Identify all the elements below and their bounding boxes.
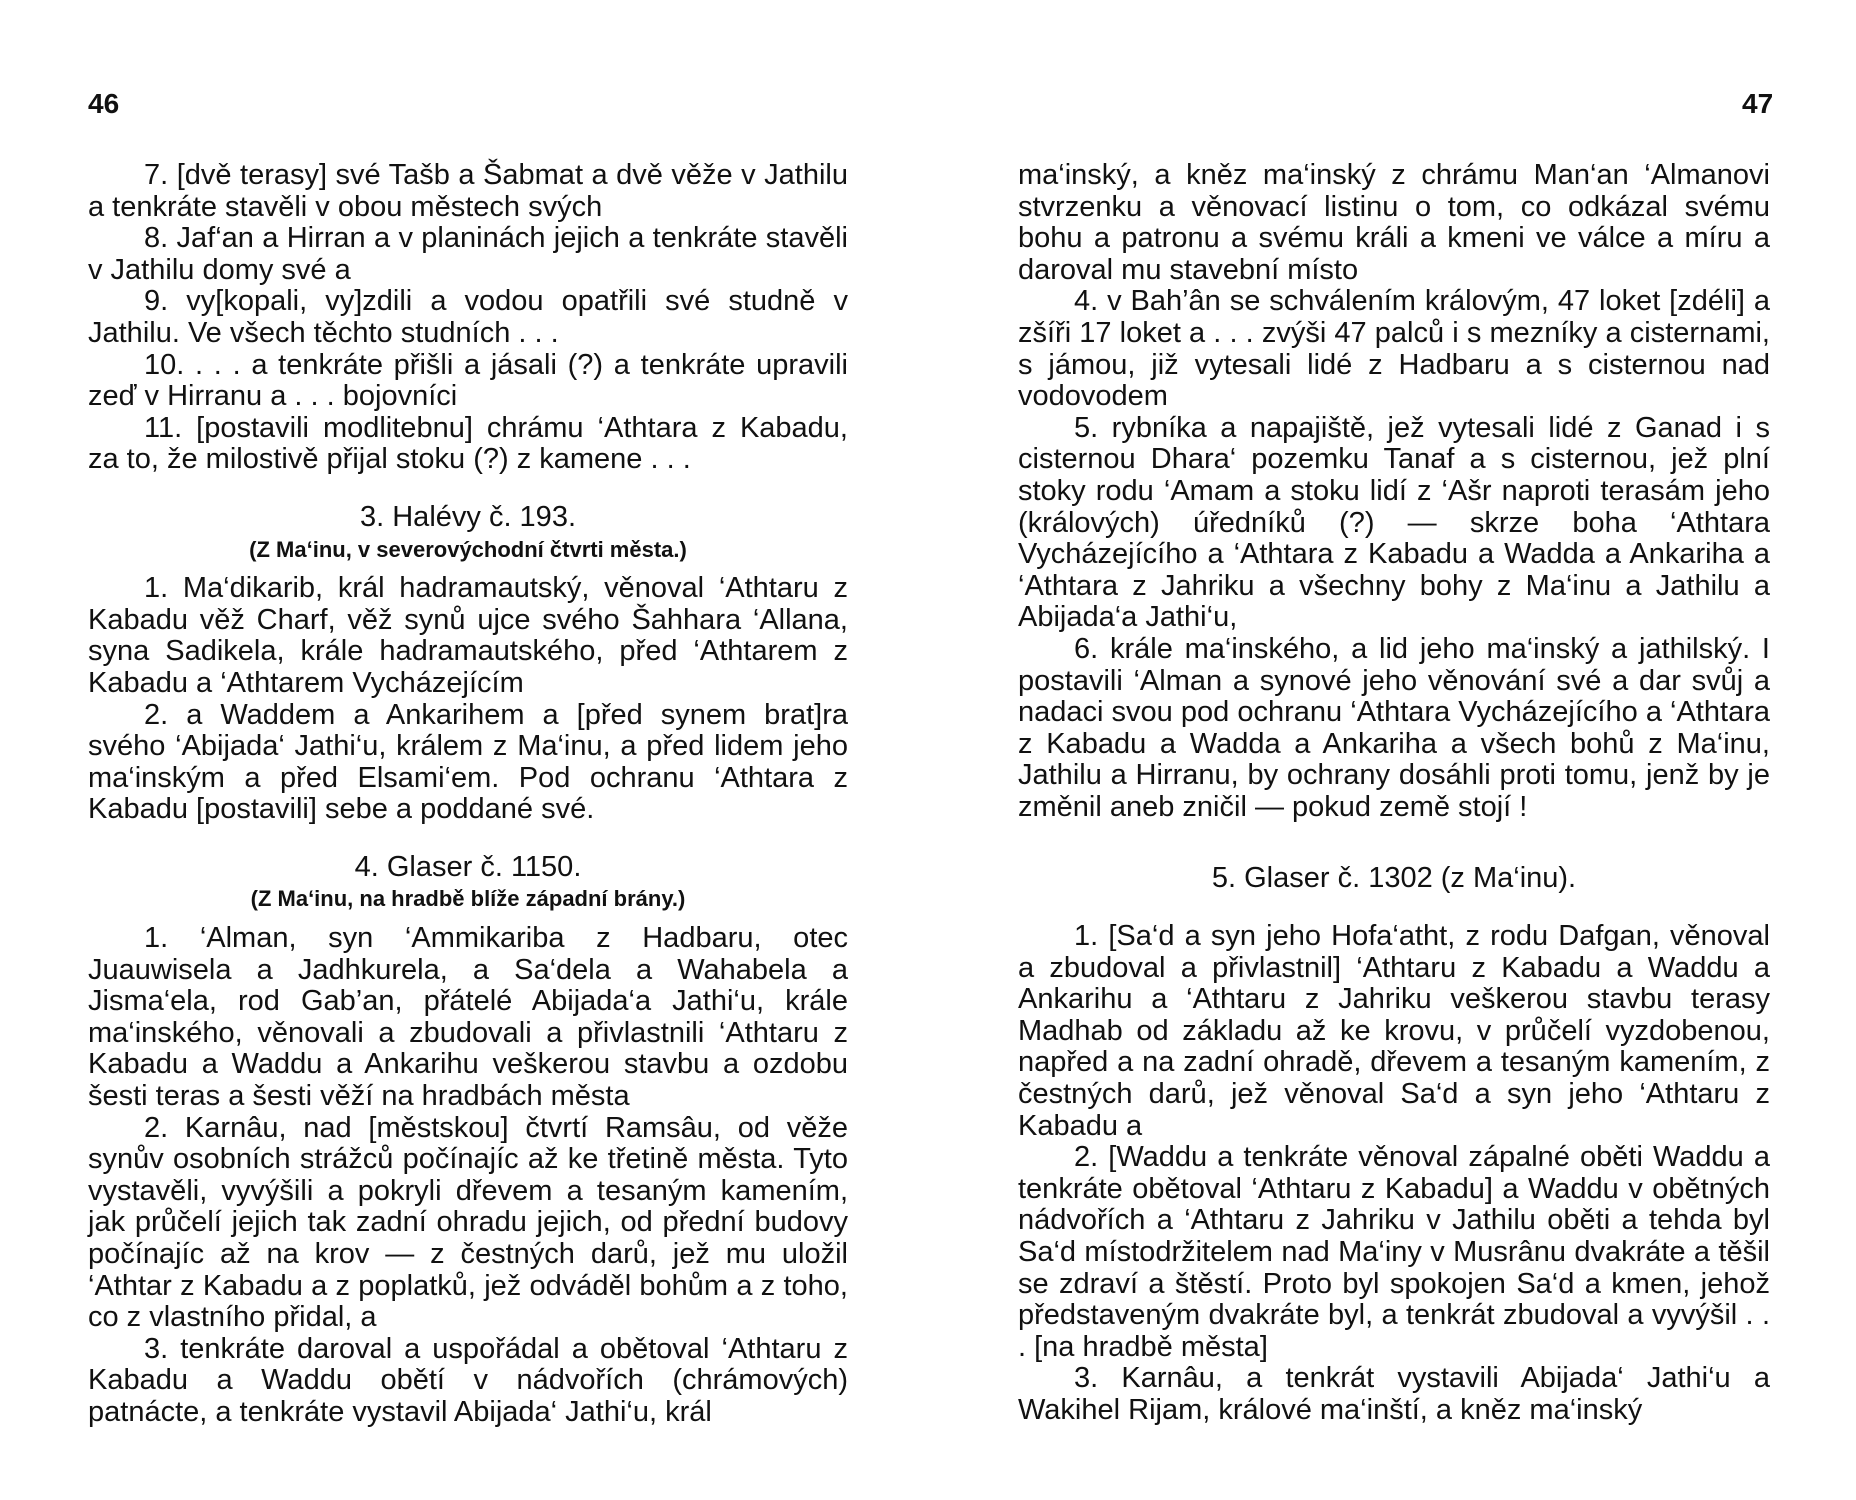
page-number-left: 46 (88, 88, 120, 119)
section-3-subheading: (Z Ma‘inu, v severovýchodní čtvrti města.) (249, 536, 687, 562)
section-5-heading: 5. Glaser č. 1302 (z Ma‘inu). (1211, 862, 1577, 895)
paragraph: 4. v Bah’ân se schválením královým, 47 loket [zdéli] a zšíři 17 loket a . . . zvýši 47 palců i s mezníky a cisternami, s jámou, již vytesali lidé z Hadbaru a s cisternou nad vodovodem (1018, 285, 1770, 413)
paragraph: 11. [postavili modlitebnu] chrámu ‘Athtara z Kabadu, za to, že milostivě přijal stoku (?) z kamene . . . (88, 411, 848, 476)
paragraph: 2. [Waddu a tenkráte věnoval zápalné oběti Waddu a tenkráte obětoval ‘Athtaru z Kabadu] a Waddu v obětných nádvořích a ‘Athtaru z Jahriku v Jathilu oběti a tehda byl Sa‘d místodržitelem nad Ma‘iny v Musrânu dvakráte a těšil se zdraví a štěstí. Proto byl spokojen Sa‘d a kmen, jehož představeným dvakráte byl, a tenkrát zbudoval a vyvýšil . . . [na hradbě města] (1018, 1141, 1770, 1363)
section-3-heading: 3. Halévy č. 193. (360, 500, 576, 533)
paragraph: 7. [dvě terasy] své Tašb a Šabmat a dvě věže v Jathilu a tenkráte stavěli v obou městech svých (88, 159, 848, 223)
paragraph: 10. . . . a tenkráte přišli a jásali (?) a tenkráte upravili zeď v Hirranu a . . . bojovníci (88, 348, 848, 413)
paragraph: 2. a Waddem a Ankarihem a [před synem brat]ra svého ‘Abijada‘ Jathi‘u, králem z Ma‘inu, a před lidem jeho ma‘inským a před Elsami‘em. Pod ochranu ‘Athtara z Kabadu [postavili] sebe a poddané své. (88, 698, 848, 826)
right-page-column (1018, 160, 1770, 1427)
paragraph: 5. rybníka a napajiště, jež vytesali lidé z Ganad i s cisternou Dhara‘ pozemku Tanaf a s cisternou, jež plní stoky rodu ‘Amam a stoku lidí z ‘Ašr naproti terasám jeho (králových) úředníků (?) — skrze boha ‘Athtara Vycházejícího a ‘Athtara z Kabadu a Wadda a Ankariha a ‘Athtara z Jahriku a všechny bohy z Ma‘inu a Jathilu a Abijada‘a Jathi‘u, (1018, 411, 1770, 634)
page-number-right: 47 (1742, 88, 1774, 119)
paragraph: ma‘inský, a kněz ma‘inský z chrámu Man‘an ‘Almanovi stvrzenku a věnovací listinu o tom, co odkázal svému bohu a patronu a svému králi a kmeni ve válce a míru a daroval mu stavební místo (1018, 159, 1770, 286)
paragraph: 1. Ma‘dikarib, král hadramautský, věnoval ‘Athtaru z Kabadu věž Charf, věž synů ujce svého Šahhara ‘Allana, syna Sadikela, krále hadramautského, před ‘Athtarem z Kabadu a ‘Athtarem Vycházejícím (88, 572, 848, 699)
paragraph: 3. tenkráte daroval a uspořádal a obětoval ‘Athtaru z Kabadu a Waddu obětí v nádvořích (chrámových) patnácte, a tenkráte vystavil Abijada‘ Jathi‘u, král (88, 1332, 848, 1428)
paragraph: 1. [Sa‘d a syn jeho Hofa‘atht, z rodu Dafgan, věnoval a zbudoval a přivlastnil] ‘Athtaru z Kabadu a Waddu a Ankarihu a ‘Athtaru z Jahriku veškerou stavbu terasy Madhab od základu až ke krovu, v průčelí vyzdobenou, napřed a na zadní ohradě, dřevem a tesaným kamením, z čestných darů, jež věnoval Sa‘d a syn jeho ‘Athtaru z Kabadu a (1018, 920, 1770, 1142)
paragraph: 8. Jaf‘an a Hirran a v planinách jejich a tenkráte stavěli v Jathilu domy své a (88, 222, 848, 286)
section-4-subheading: (Z Ma‘inu, na hradbě blíže západní brány.) (250, 886, 686, 912)
paragraph: 3. Karnâu, a tenkrát vystavili Abijada‘ Jathi‘u a Wakihel Rijam, králové ma‘inští, a kněz ma‘inský (1018, 1362, 1770, 1426)
paragraph: 1. ‘Alman, syn ‘Ammikariba z Hadbaru, otec Juauwisela a Jadhkurela, a Sa‘dela a Wahabela a Jisma‘ela, rod Gab’an, přátelé Abijada‘a Jathi‘u, krále ma‘inského, věnovali a zbudovali a přivlastnili ‘Athtaru z Kabadu a Waddu a Ankarihu veškerou stavbu a ozdobu šesti teras a šesti věží na hradbách města (88, 922, 848, 1113)
paragraph: 9. vy[kopali, vy]zdili a vodou opatřili své studně v Jathilu. Ve všech těchto studních . . . (88, 285, 848, 349)
section-4-heading: 4. Glaser č. 1150. (354, 850, 582, 883)
paragraph: 6. krále ma‘inského, a lid jeho ma‘inský a jathilský. I postavili ‘Alman a synové jeho věnování své a dar svůj a nadaci svou pod ochranu ‘Athtara Vycházejícího a ‘Athtara z Kabadu a Wadda a Ankariha a všech bohů z Ma‘inu, Jathilu a Hirranu, by ochrany dosáhli proti tomu, jenž by je změnil aneb zničil — pokud země stojí ! (1018, 632, 1770, 823)
left-page-column (88, 160, 848, 1429)
paragraph: 2. Karnâu, nad [městskou] čtvrtí Ramsâu, od věže synův osobních strážců počínajíc až ke třetině města. Tyto vystavěli, vyvýšili a pokryli dřevem a tesaným kamením, jak průčelí jejich tak zadní ohradu jejich, od přední budovy počínajíc až na krov — z čestných darů, jež mu uložil ‘Athtar z Kabadu a z poplatků, jež odváděl bohům a z toho, co z vlastního přidal, a (88, 1111, 848, 1334)
